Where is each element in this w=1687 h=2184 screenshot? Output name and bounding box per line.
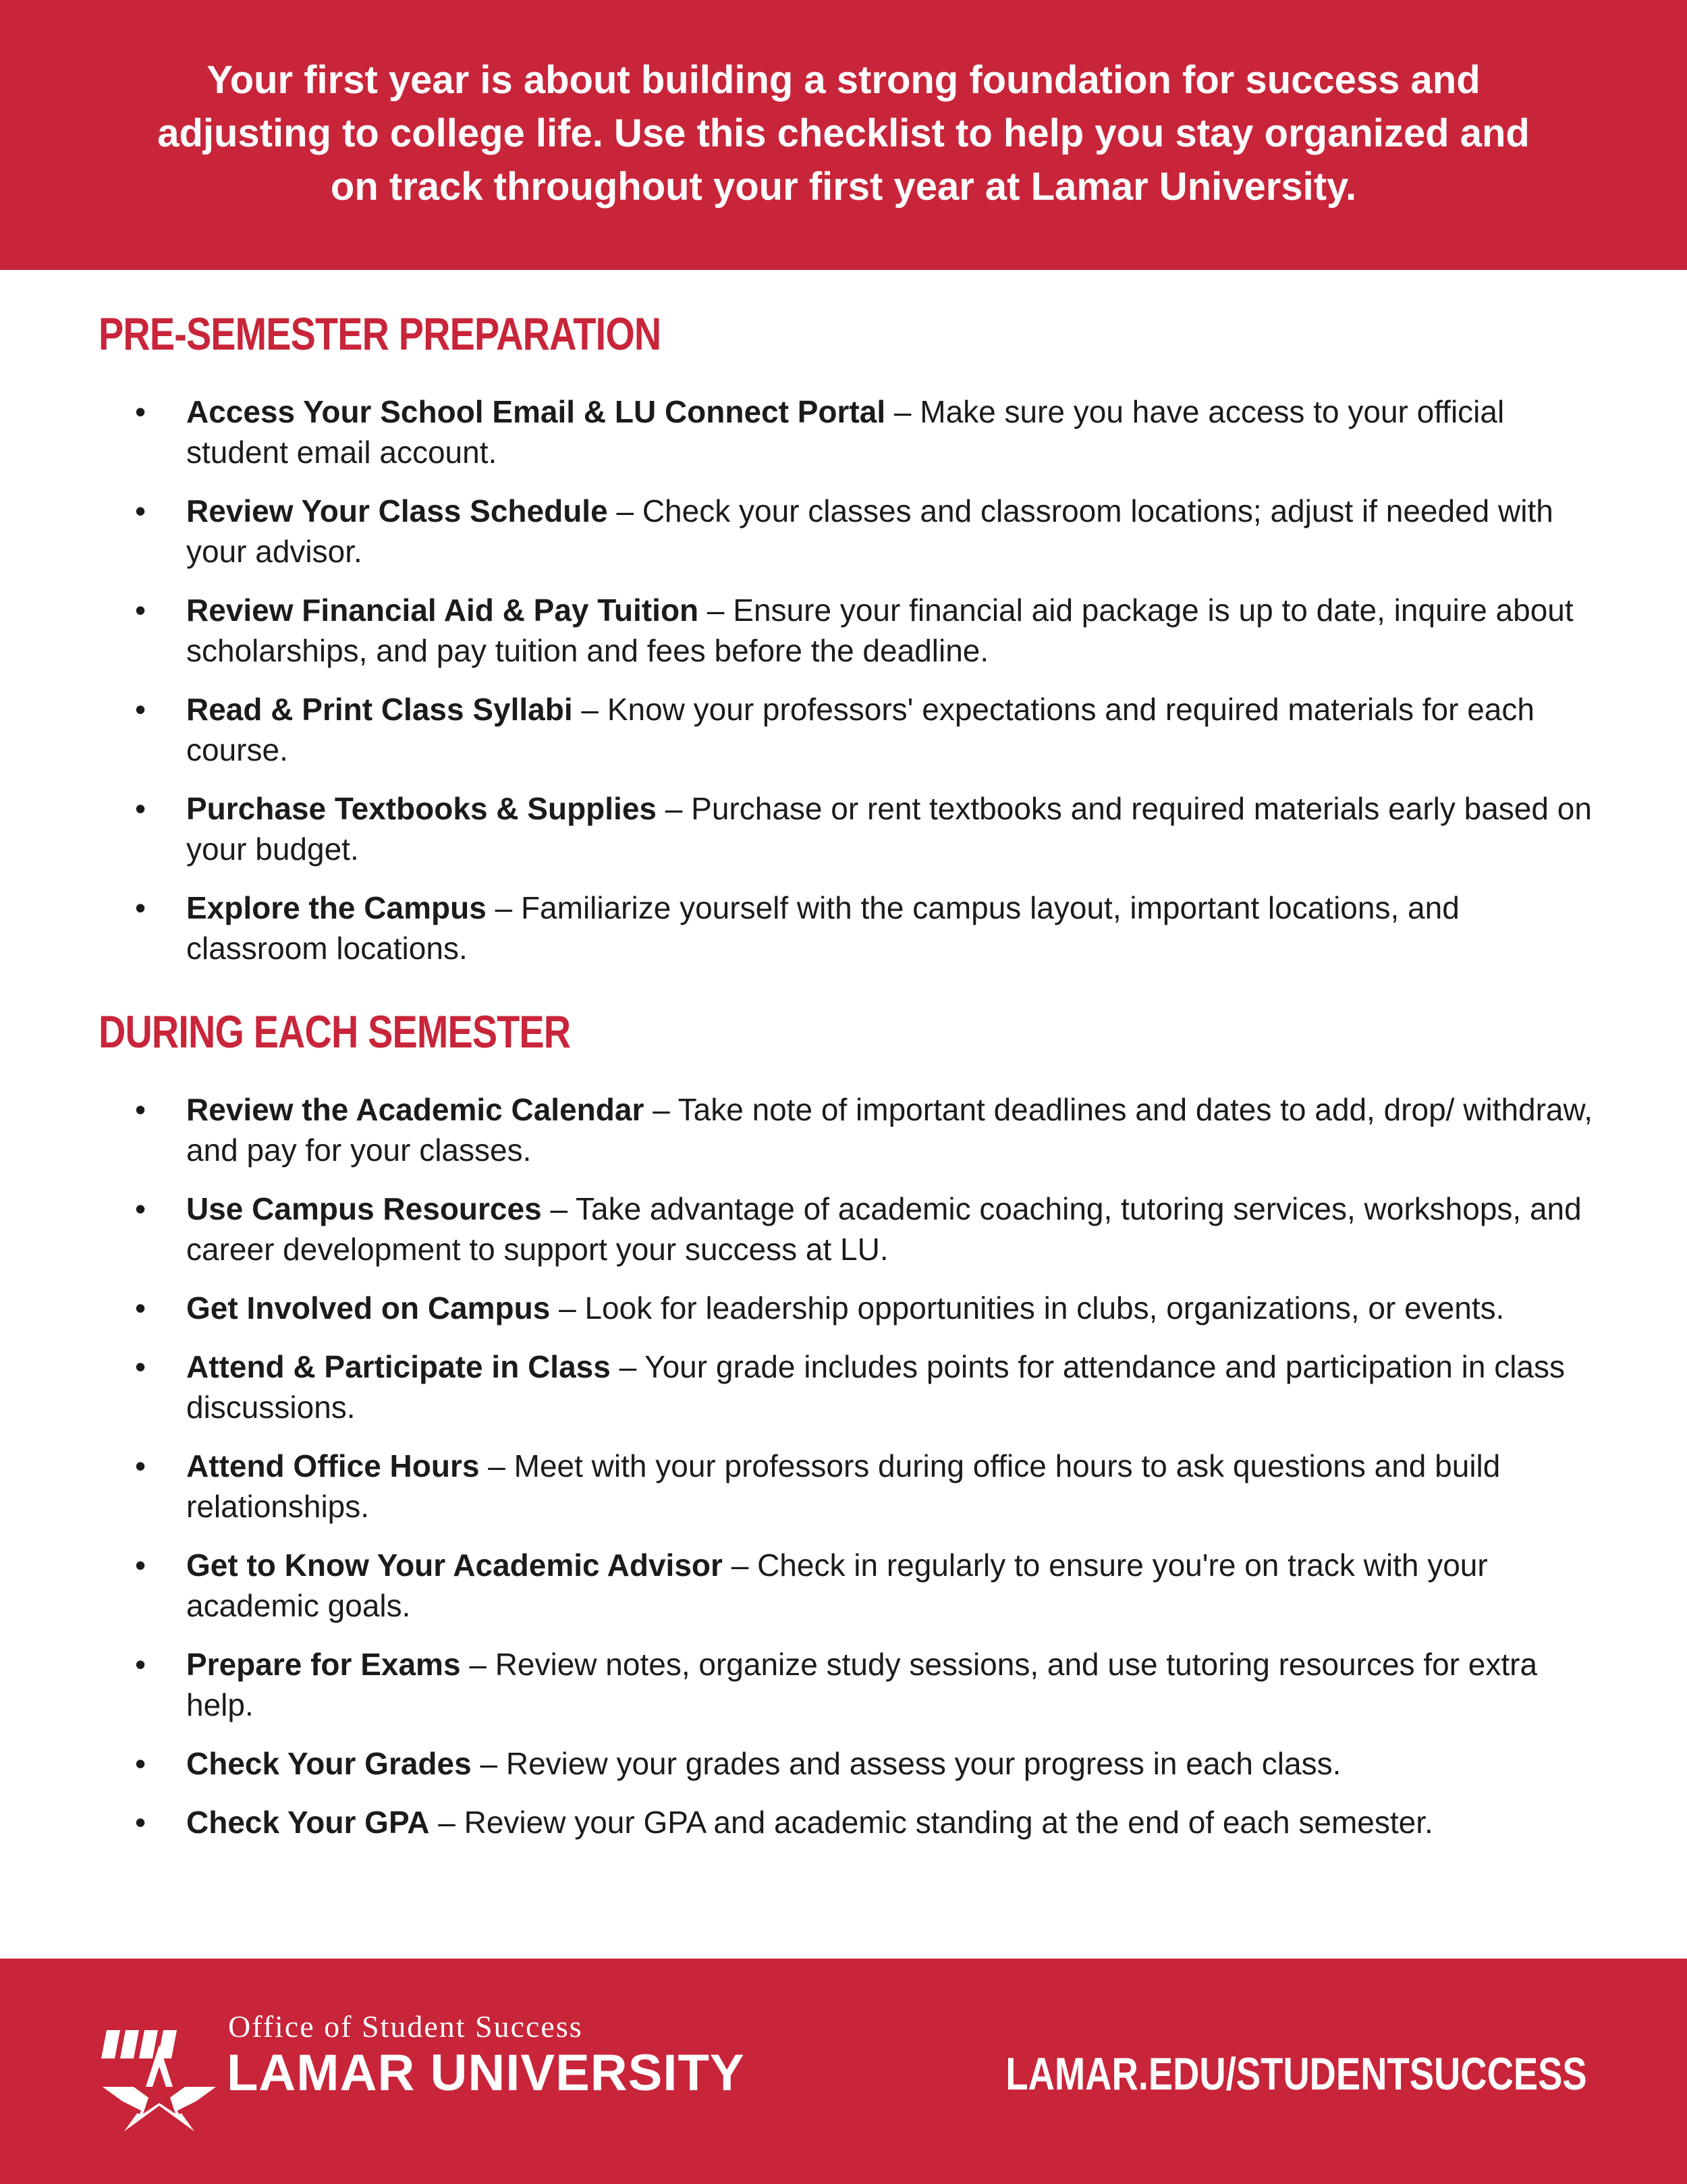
- item-description: Familiarize yourself with the campus layout, important locations, and classroom locations.: [186, 890, 1460, 966]
- section-heading-during-semester: DURING EACH SEMESTER: [99, 1006, 571, 1058]
- item-title: Read & Print Class Syllabi: [186, 692, 573, 727]
- list-item: [0, 1189, 1687, 1270]
- item-separator: –: [885, 394, 920, 429]
- item-title: Get to Know Your Academic Advisor: [186, 1548, 723, 1583]
- bullet: •: [135, 791, 146, 826]
- item-title: Prepare for Exams: [186, 1647, 461, 1682]
- item-separator: –: [550, 1290, 585, 1326]
- bullet: •: [135, 1805, 146, 1840]
- item-title: Check Your Grades: [186, 1746, 472, 1781]
- item-separator: –: [644, 1092, 678, 1127]
- item-separator: –: [486, 890, 521, 925]
- item-title: Access Your School Email & LU Connect Portal: [186, 394, 886, 429]
- bullet: •: [135, 692, 146, 727]
- bullet: •: [135, 1448, 146, 1483]
- list-item: [0, 1446, 1687, 1527]
- item-description: Know your professors' expectations and required materials for each course.: [186, 692, 1534, 767]
- item-description: Review your GPA and academic standing at the end of each semester.: [464, 1805, 1433, 1840]
- item-separator: –: [722, 1548, 758, 1583]
- list-item: [0, 888, 1687, 968]
- list-item: [0, 689, 1687, 770]
- item-title: Purchase Textbooks & Supplies: [186, 791, 657, 826]
- bullet: •: [135, 1548, 146, 1583]
- list-item: [0, 788, 1687, 869]
- item-title: Use Campus Resources: [186, 1191, 542, 1226]
- item-separator: –: [541, 1191, 576, 1226]
- list-item: [0, 491, 1687, 572]
- list-item: [0, 1545, 1687, 1626]
- bullet: •: [135, 890, 146, 925]
- bullet: •: [135, 394, 146, 429]
- bullet: •: [135, 493, 146, 528]
- bullet: •: [135, 1191, 146, 1226]
- list-item: [0, 1288, 1687, 1328]
- pre-semester-list: [0, 391, 1687, 987]
- item-description: Meet with your professors during office hours to ask questions and build relationships.: [186, 1448, 1501, 1524]
- item-title: Attend Office Hours: [186, 1448, 480, 1483]
- item-title: Review Financial Aid & Pay Tuition: [186, 593, 699, 628]
- list-item: [0, 1089, 1687, 1170]
- item-title: Check Your GPA: [186, 1805, 430, 1840]
- item-title: Attend & Participate in Class: [186, 1349, 611, 1384]
- intro-text: Your first year is about building a strong foundation for success and adjusting to college life. Use this checklist to help you stay organized and on track throughout your first year at Lamar University.: [157, 57, 1530, 209]
- bullet: •: [135, 1290, 146, 1326]
- list-item: [0, 391, 1687, 472]
- item-description: Check in regularly to ensure you're on track with your academic goals.: [186, 1548, 1488, 1623]
- university-name: LAMAR UNIVERSITY: [227, 2044, 745, 2102]
- item-description: Take note of important deadlines and dates to add, drop/ withdraw, and pay for your classes.: [186, 1092, 1593, 1168]
- item-title: Review the Academic Calendar: [186, 1092, 644, 1127]
- item-separator: –: [460, 1647, 495, 1682]
- bullet: •: [135, 1746, 146, 1781]
- item-description: Your grade includes points for attendance and participation in class discussions.: [186, 1349, 1565, 1425]
- item-description: Purchase or rent textbooks and required materials early based on your budget.: [186, 791, 1592, 867]
- item-separator: –: [607, 493, 642, 528]
- item-description: Review your grades and assess your progress in each class.: [505, 1746, 1342, 1781]
- website-link[interactable]: LAMAR.EDU/STUDENTSUCCESS: [1005, 2048, 1587, 2100]
- item-description: Review notes, organize study sessions, and use tutoring resources for extra help.: [186, 1647, 1538, 1722]
- item-separator: –: [429, 1805, 464, 1840]
- item-description: Look for leadership opportunities in clubs, organizations, or events.: [584, 1290, 1505, 1326]
- intro-banner: [0, 0, 1687, 270]
- section-heading-pre-semester: PRE-SEMESTER PREPARATION: [99, 308, 661, 360]
- item-separator: –: [471, 1746, 506, 1781]
- bullet: •: [135, 1647, 146, 1682]
- item-separator: –: [610, 1349, 645, 1384]
- list-item: [0, 1802, 1687, 1842]
- list-item: [0, 1644, 1687, 1725]
- bullet: •: [135, 1092, 146, 1127]
- item-title: Get Involved on Campus: [186, 1290, 551, 1326]
- footer: [0, 1959, 1687, 2184]
- bullet: •: [135, 1349, 146, 1384]
- item-description: Ensure your financial aid package is up to date, inquire about scholarships, and pay tuition and fees before the deadline.: [186, 593, 1574, 668]
- list-item: [0, 1346, 1687, 1427]
- office-name: Office of Student Success: [228, 2009, 583, 2044]
- item-description: Check your classes and classroom locations; adjust if needed with your advisor.: [186, 493, 1553, 569]
- item-separator: –: [657, 791, 692, 826]
- list-item: [0, 1743, 1687, 1784]
- list-item: [0, 590, 1687, 671]
- item-description: Take advantage of academic coaching, tutoring services, workshops, and career development to support your success at LU.: [186, 1191, 1582, 1267]
- item-separator: –: [698, 593, 734, 628]
- item-separator: –: [572, 692, 607, 727]
- bullet: •: [135, 593, 146, 628]
- item-separator: –: [479, 1448, 514, 1483]
- item-description: Make sure you have access to your official student email account.: [186, 394, 1505, 470]
- during-semester-list: [0, 1089, 1687, 1861]
- item-title: Explore the Campus: [186, 890, 487, 925]
- item-title: Review Your Class Schedule: [186, 493, 608, 528]
- lamar-star-logo-icon: [100, 2011, 218, 2133]
